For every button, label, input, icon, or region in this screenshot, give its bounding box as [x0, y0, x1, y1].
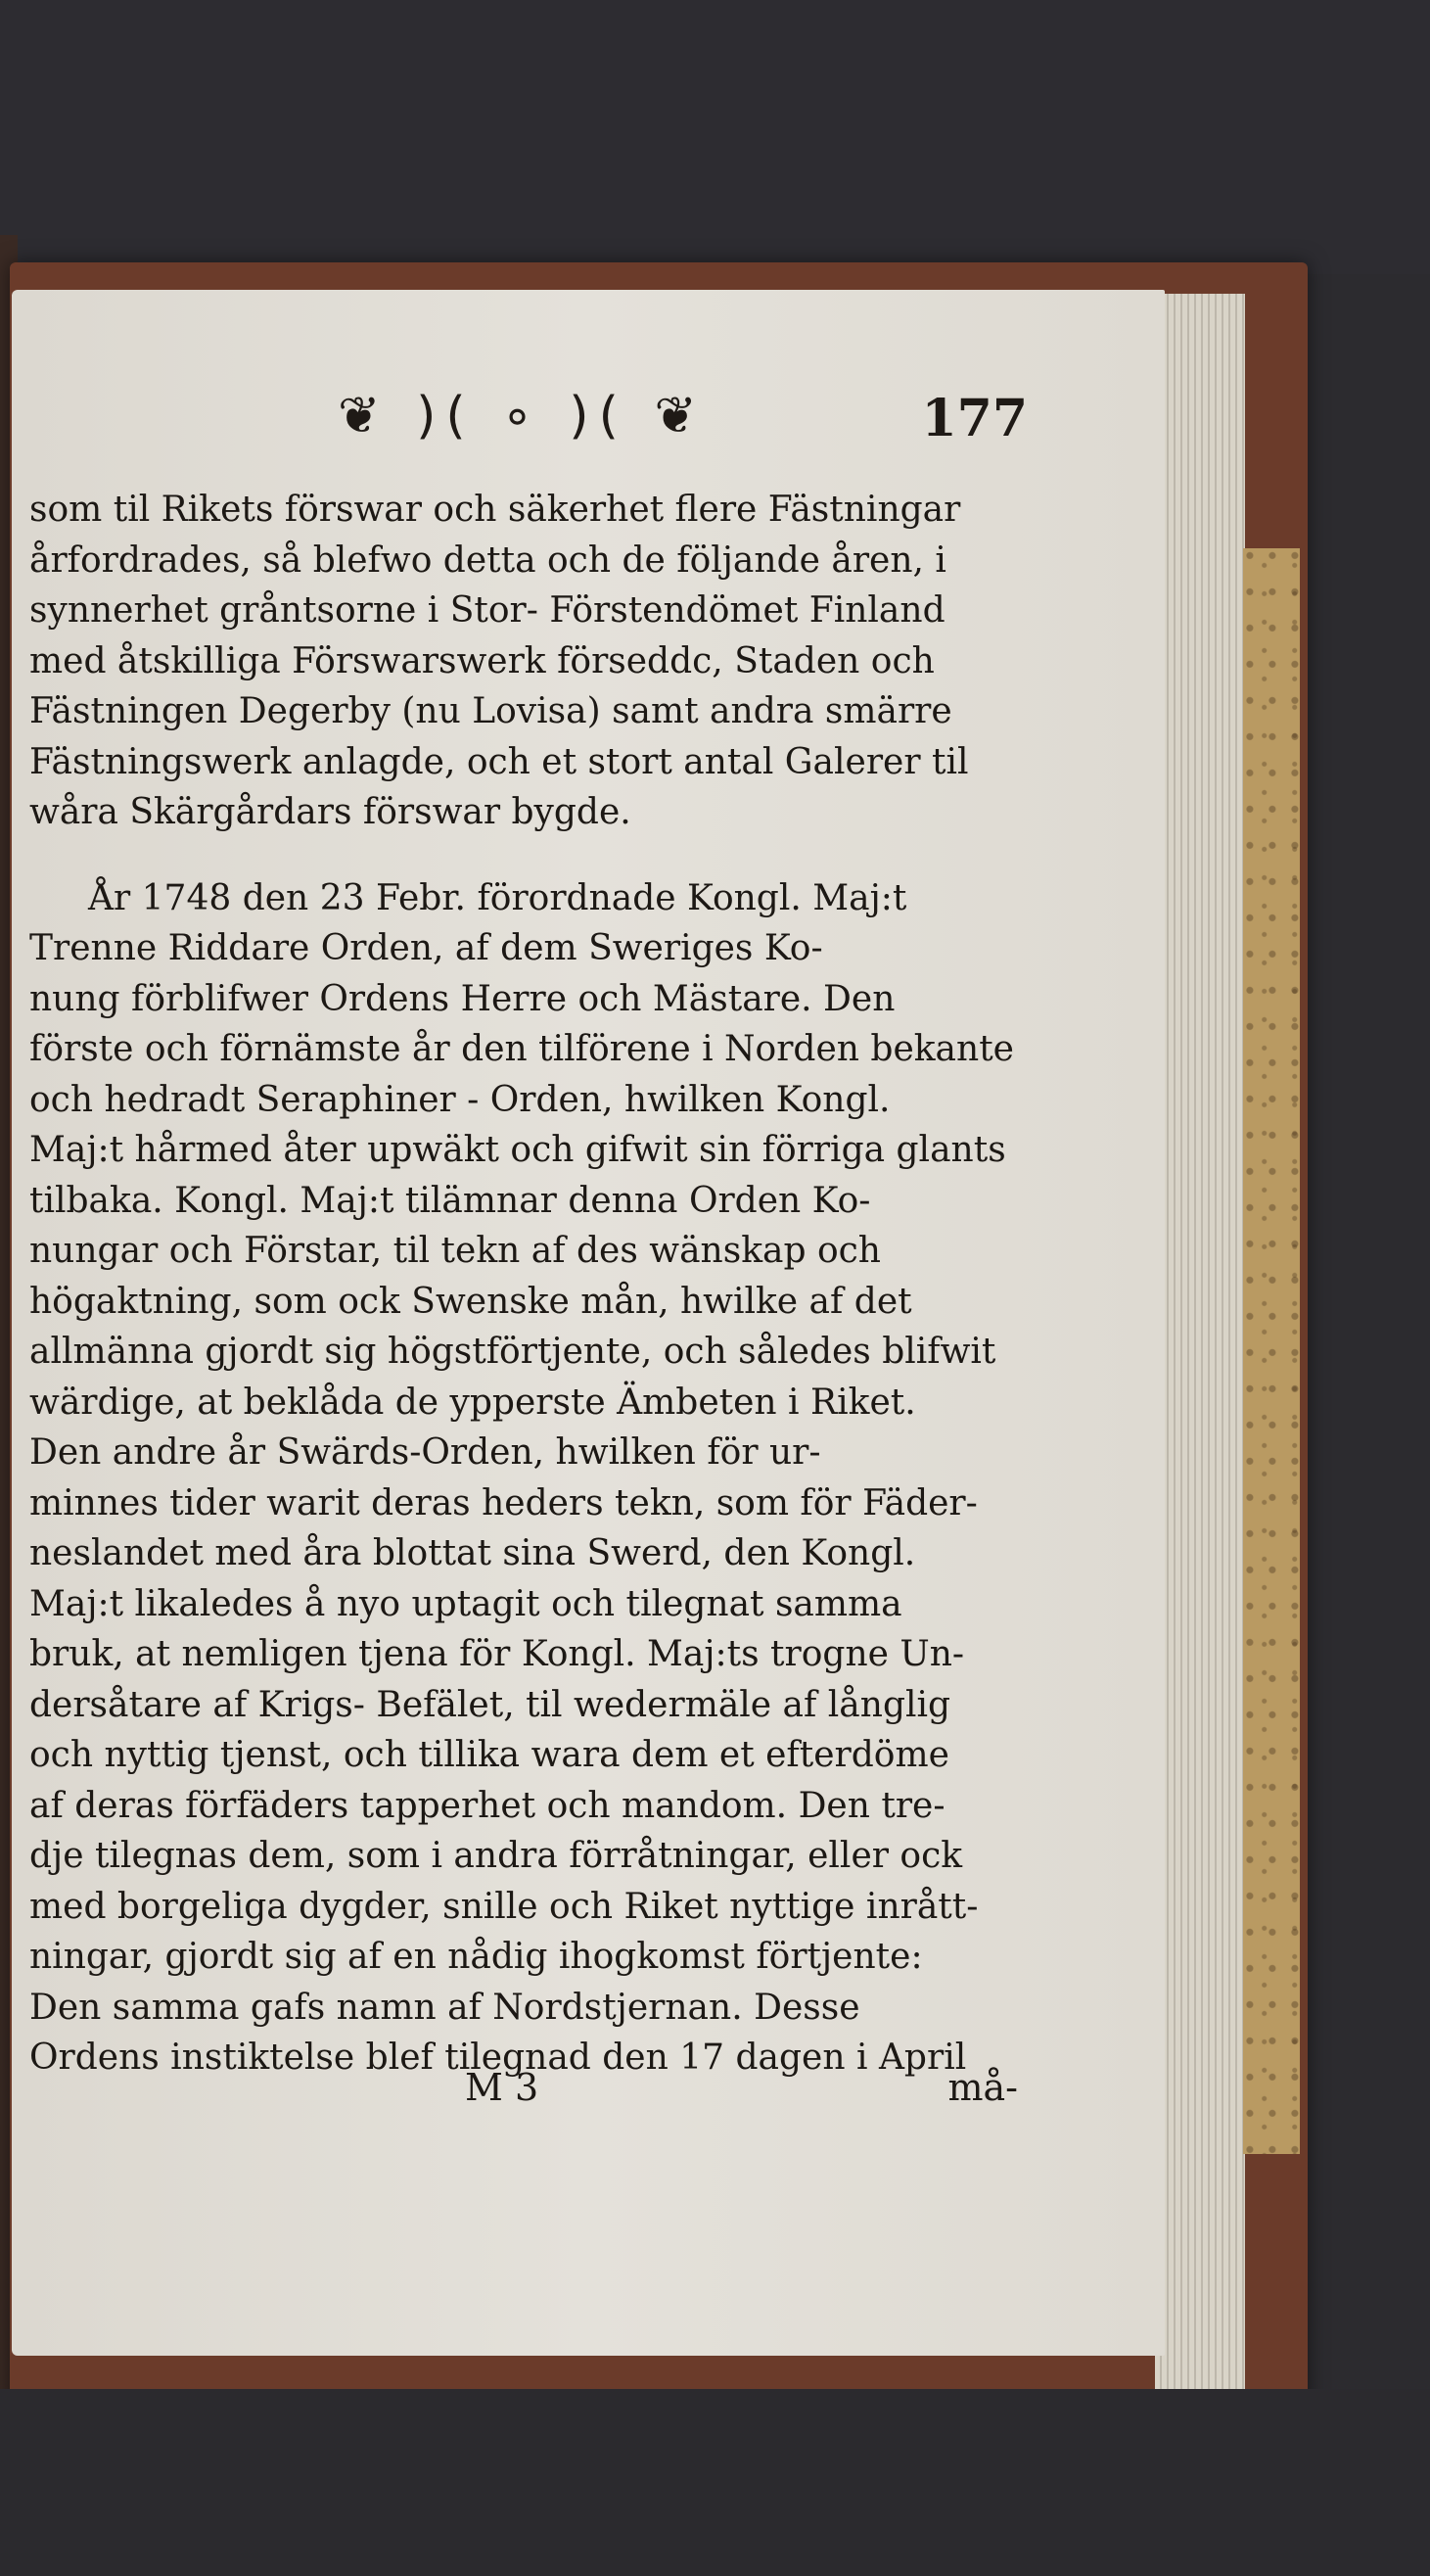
text-line: År 1748 den 23 Febr. förordnade Kongl. Maj:t [88, 877, 907, 918]
text-line: årfordrades, så blefwo detta och de följande åren, i [29, 539, 946, 581]
text-line: Den samma gafs namn af Nordstjernan. Desse [29, 1987, 860, 2028]
text-line: högaktning, som ock Swenske mån, hwilke af det [29, 1281, 912, 1322]
text-line: och nyttig tjenst, och tillika wara dem et efterdöme [29, 1735, 949, 1775]
text-line: Maj:t hårmed åter upwäkt och gifwit sin förriga glants [29, 1130, 1006, 1170]
page-body-text [29, 485, 1018, 2084]
text-line: och hedradt Seraphiner - Orden, hwilken Kongl. [29, 1079, 891, 1120]
text-line: wåra Skärgårdars förswar bygde. [29, 792, 631, 832]
text-line: dersåtare af Krigs- Befälet, til wedermäle af långlig [29, 1684, 951, 1725]
cover-edge-strip [1243, 548, 1300, 2154]
page-stack [1155, 294, 1245, 2389]
text-line: förste och förnämste år den tilförene i Norden bekante [29, 1029, 1014, 1069]
text-line: bruk, at nemligen tjena för Kongl. Maj:ts trogne Un- [29, 1634, 965, 1674]
text-line: med åtskilliga Förswarswerk förseddc, Staden och [29, 640, 935, 681]
page-header [338, 387, 1028, 455]
page-footer [29, 2066, 1018, 2125]
text-line: Maj:t likaledes å nyo uptagit och tilegnat samma [29, 1583, 902, 1624]
text-line: synnerhet gråntsorne i Stor- Förstendömet Finland [29, 590, 946, 631]
text-line: Den andre år Swärds-Orden, hwilken för ur- [29, 1432, 821, 1473]
text-line: som til Rikets förswar och säkerhet flere Fästningar [29, 490, 961, 530]
page-number: 177 [921, 389, 1028, 448]
signature-mark: M 3 [465, 2066, 539, 2109]
background-bottom [0, 2389, 1430, 2576]
catchword: må- [947, 2066, 1018, 2109]
text-line: nung förblifwer Ordens Herre och Mästare. Den [29, 978, 896, 1019]
background-top [0, 0, 1430, 274]
text-line: dje tilegnas dem, som i andra förråtningar, eller ock [29, 1836, 963, 1876]
text-line: af deras förfäders tapperhet och mandom. Den tre- [29, 1785, 946, 1826]
text-line: wärdige, at beklåda de ypperste Ämbeten i Riket. [29, 1382, 916, 1423]
text-line: Ordens instiktelse blef tilegnad den 17 dagen i April [29, 2037, 967, 2078]
text-line: Fästningen Degerby (nu Lovisa) samt andra smärre [29, 691, 952, 731]
header-ornament: ❦ )( ∘ )( ❦ [338, 387, 707, 445]
text-line: Trenne Riddare Orden, af dem Sweriges Ko- [29, 928, 823, 968]
text-line: med borgeliga dygder, snille och Riket nyttige inrått- [29, 1886, 979, 1927]
text-line: neslandet med åra blottat sina Swerd, den Kongl. [29, 1533, 916, 1573]
text-line: tilbaka. Kongl. Maj:t tilämnar denna Orden Ko- [29, 1180, 871, 1221]
text-line: minnes tider warit deras heders tekn, som för Fäder- [29, 1482, 978, 1523]
text-line: ningar, gjordt sig af en nådig ihogkomst förtjente: [29, 1937, 923, 1977]
paragraph-gap [29, 838, 1018, 873]
text-line: nungar och Förstar, til tekn af des wänskap och [29, 1231, 881, 1271]
text-line: Fästningswerk anlagde, och et stort antal Galerer til [29, 741, 969, 782]
text-line: allmänna gjordt sig högstförtjente, och således blifwit [29, 1332, 996, 1372]
